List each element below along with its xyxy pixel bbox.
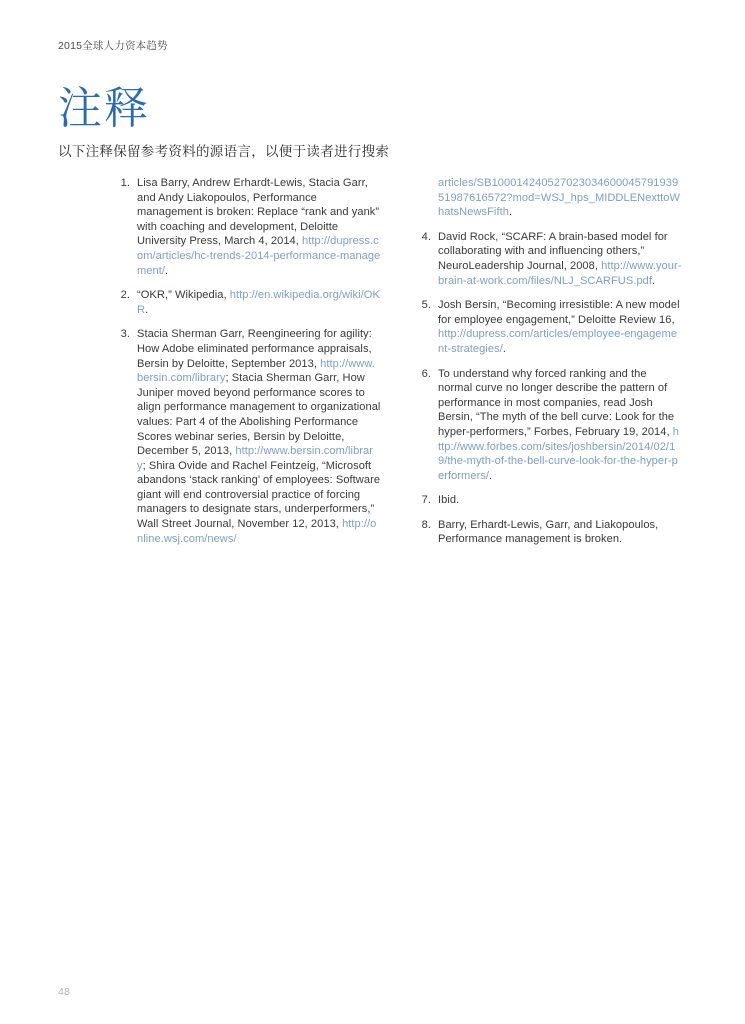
endnote-link[interactable]: http://online.wsj.com/news/ [137,518,377,545]
endnote-body [137,327,381,546]
endnote-text: To understand why forced ranking and the normal curve no longer describe the pattern of performance in most companies, read Josh Bersin, “The myth of the bell curve: Look for the hyper-performers,” Forbes, February 19, 2014, [438,367,675,438]
endnote-number: 8. [421,518,431,531]
endnote-text: Ibid. [438,494,460,507]
endnote-link[interactable]: http://en.wikipedia.org/wiki/OKR [137,289,380,316]
endnote-item [112,176,381,278]
endnote-continuation [413,176,682,220]
endnote-link[interactable]: http://dupress.com/articles/employee-engagement-strategies/ [438,328,678,355]
endnote-item [413,298,682,356]
endnote-item [413,230,682,288]
endnote-item [413,367,682,484]
endnote-text: ; Shira Ovide and Rachel Feintzeig, “Microsoft abandons ‘stack ranking’ of employees: Software giant will end controversial practice of forcing managers to designate stars, underperformers,” Wall Street Journal, November 12, 2013, [137,459,381,531]
endnote-text: ; Stacia Sherman Garr, How Juniper moved beyond performance scores to align performance management to organizational values: Part 4 of the Abolishing Performance Scores webinar series, Bersin by Deloitte, December 5, 2013, [137,372,381,458]
endnote-item [413,518,682,547]
endnote-link[interactable]: http://dupress.com/articles/hc-trends-2014-performance-management/ [137,235,381,277]
endnotes-area [112,176,682,547]
running-header: 2015全球人力资本趋势 [58,40,168,52]
endnote-text: . [652,274,656,287]
endnote-item [413,493,682,508]
page-title: 注释 [58,84,150,133]
endnote-item [112,327,381,546]
endnote-body [137,176,381,278]
endnote-number: 3. [120,328,130,341]
endnote-body [438,518,682,547]
endnote-body [438,230,682,288]
endnote-link[interactable]: http://www.bersin.com/library [137,445,373,472]
endnote-body [438,493,682,508]
endnote-text: “OKR,” Wikipedia, [137,289,230,302]
endnote-text: David Rock, “SCARF: A brain-based model for collaborating with and influencing others,” NeuroLeadership Journal, 2008, [438,230,668,272]
title-block [58,86,678,162]
endnote-number: 1. [120,177,130,189]
endnote-body [438,298,682,356]
endnote-link[interactable]: http://www.forbes.com/sites/joshbersin/2014/02/19/the-myth-of-the-bell-curve-look-for-the-hyper-performers/ [438,425,679,482]
endnote-number: 7. [421,494,431,507]
endnote-item [112,288,381,317]
endnote-text: . [145,303,149,316]
endnote-text: . [502,342,506,355]
endnote-text: Lisa Barry, Andrew Erhardt-Lewis, Stacia Garr, and Andy Liakopoulos, Performance management is broken: Replace “rank and yank” with coaching and development, Deloitte University Press, March 4, 2014, [137,177,380,248]
endnote-number: 4. [421,230,431,243]
endnote-body [137,288,381,317]
endnotes-column-right [413,176,682,547]
endnote-text: . [508,206,513,219]
endnote-number: 5. [421,299,431,312]
page-subtitle: 以下注释保留参考资料的源语言，以便于读者进行搜索 [58,143,390,159]
endnote-text: . [489,469,493,482]
endnote-text: . [165,264,169,277]
endnotes-column-left [112,176,381,546]
endnote-text: Barry, Erhardt-Lewis, Garr, and Liakopoulos, Performance management is broken. [438,518,659,546]
endnote-text: Josh Bersin, “Becoming irresistible: A new model for employee engagement,” Deloitte Review 16, [438,299,680,326]
endnote-number: 6. [421,367,431,380]
endnote-body [438,367,682,484]
endnote-link[interactable]: articles/SB10001424052702303460004579193951987616572?mod=WSJ_hps_MIDDLENexttoWhatsNewsFifth [438,177,681,219]
endnote-link[interactable]: http://www.bersin.com/library [137,357,375,385]
endnote-number: 2. [120,289,130,302]
page-number: 48 [58,986,71,998]
endnote-text: Stacia Sherman Garr, Reengineering for agility: How Adobe eliminated performance appraisals, Bersin by Deloitte, September 2013, [137,328,372,370]
endnote-link[interactable]: http://www.your-brain-at-work.com/files/NLJ_SCARFUS.pdf [438,259,682,287]
